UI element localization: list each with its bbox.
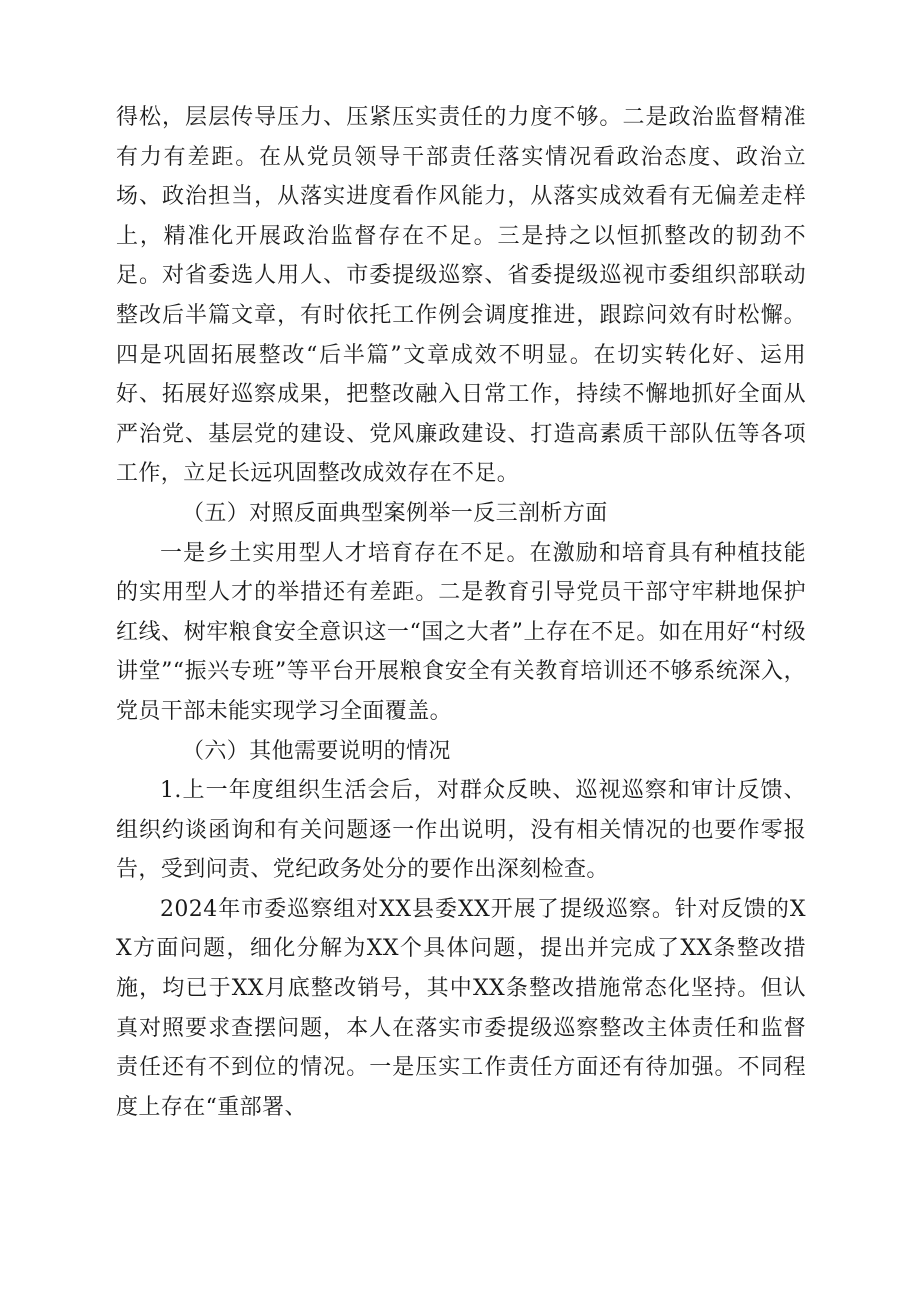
body-paragraph-3: 1.上一年度组织生活会后，对群众反映、巡视巡察和审计反馈、组织约谈函询和有关问题逐一作出说明，没有相关情况的也要作零报告，受到问责、党纪政务处分的要作出深刻检查。: [116, 778, 806, 883]
section-heading-6: （六）其他需要说明的情况: [182, 738, 451, 764]
section-heading-5: （五）对照反面典型案例举一反三剖析方面: [182, 500, 608, 526]
document-body: [116, 98, 806, 1127]
body-paragraph-1: 得松，层层传导压力、压紧压实责任的力度不够。二是政治监督精准有力有差距。在从党员领导干部责任落实情况看政治态度、政治立场、政治担当，从落实进度看作风能力，从落实成效看有无偏差走样上，精准化开展政治监督存在不足。三是持之以恒抓整改的韧劲不足。对省委选人用人、市委提级巡察、省委提级巡视市委组织部联动整改后半篇文章，有时依托工作例会调度推进，跟踪问效有时松懈。四是巩固拓展整改“后半篇”文章成效不明显。在切实转化好、运用好、拓展好巡察成果，把整改融入日常工作，持续不懈地抓好全面从严治党、基层党的建设、党风廉政建设、打造高素质干部队伍等各项工作，立足长远巩固整改成效存在不足。: [116, 105, 806, 487]
body-paragraph-2: 一是乡土实用型人才培育存在不足。在激励和培育具有种植技能的实用型人才的举措还有差距。二是教育引导党员干部守牢耕地保护红线、树牢粮食安全意识这一“国之大者”上存在不足。如在用好“村级讲堂”“振兴专班”等平台开展粮食安全有关教育培训还不够系统深入，党员干部未能实现学习全面覆盖。: [116, 540, 806, 724]
body-paragraph-4: 2024年市委巡察组对XX县委XX开展了提级巡察。针对反馈的XX方面问题，细化分解为XX个具体问题，提出并完成了XX条整改措施，均已于XX月底整改销号，其中XX条整改措施常态化坚持。但认真对照要求查摆问题，本人在落实市委提级巡察整改主体责任和监督责任还有不到位的情况。一是压实工作责任方面还有待加强。不同程度上存在“重部署、: [116, 896, 806, 1120]
